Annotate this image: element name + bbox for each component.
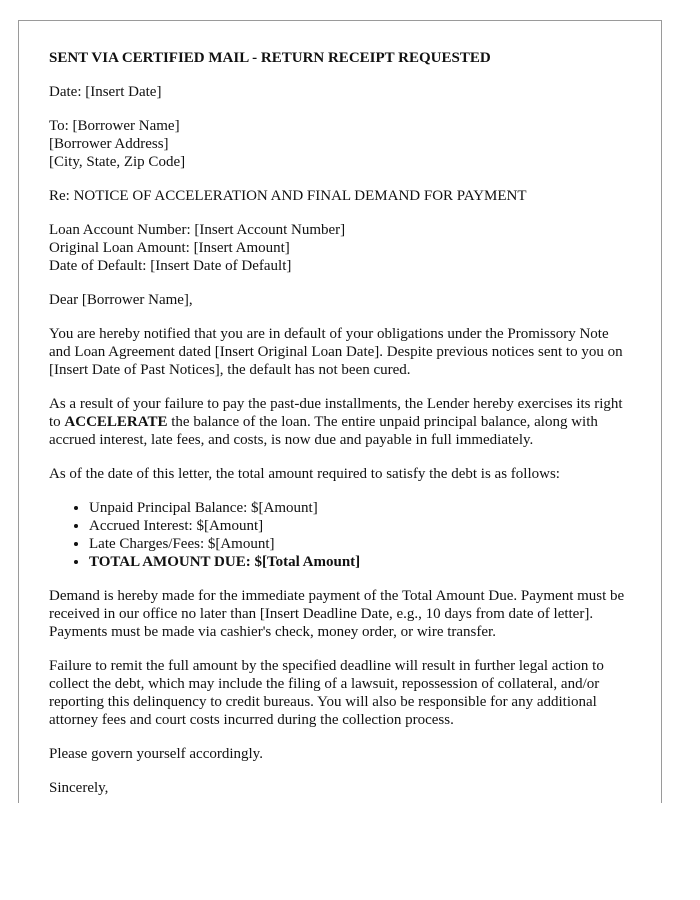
- recipient-name: To: [Borrower Name]: [49, 118, 180, 134]
- list-item-unpaid-principal: • Unpaid Principal Balance: $[Amount]: [89, 499, 633, 517]
- loan-account-details: [49, 221, 633, 275]
- amounts-list: [49, 499, 633, 571]
- amounts-intro-paragraph: As of the date of this letter, the total amount required to satisfy the debt is as follows:: [49, 466, 560, 482]
- date-line: Date: [Insert Date]: [49, 84, 162, 100]
- govern-paragraph: Please govern yourself accordingly.: [49, 746, 263, 762]
- letter-content: [19, 21, 661, 797]
- acceleration-paragraph: [49, 395, 633, 449]
- recipient-street: [Borrower Address]: [49, 136, 169, 152]
- certified-mail-header: SENT VIA CERTIFIED MAIL - RETURN RECEIPT REQUESTED: [49, 50, 491, 66]
- accelerate-emphasis: ACCELERATE: [64, 414, 168, 430]
- acceleration-text-after: the balance of the loan. The entire unpaid principal balance, along with accrued interest, late fees, and costs, is now due and payable in full immediately.: [49, 414, 598, 448]
- salutation: Dear [Borrower Name],: [49, 292, 193, 308]
- date-of-default: Date of Default: [Insert Date of Default]: [49, 258, 292, 274]
- recipient-city-state-zip: [City, State, Zip Code]: [49, 154, 186, 170]
- list-item-late-charges: • Late Charges/Fees: $[Amount]: [89, 535, 633, 553]
- original-loan-amount: Original Loan Amount: [Insert Amount]: [49, 240, 290, 256]
- failure-consequences-paragraph: Failure to remit the full amount by the specified deadline will result in further legal action to collect the debt, which may include the filing of a lawsuit, repossession of collateral, and/or reporting this delinquency to credit bureaus. You will also be responsible for any additional attorney fees and court costs incurred during the collection process.: [49, 658, 604, 728]
- default-notice-paragraph: You are hereby notified that you are in default of your obligations under the Promissory Note and Loan Agreement dated [Insert Original Loan Date]. Despite previous notices sent to you on [Insert Date of Past Notices], the default has not been cured.: [49, 326, 623, 378]
- subject-line: Re: NOTICE OF ACCELERATION AND FINAL DEMAND FOR PAYMENT: [49, 188, 527, 204]
- list-item-accrued-interest: • Accrued Interest: $[Amount]: [89, 517, 633, 535]
- demand-paragraph: Demand is hereby made for the immediate payment of the Total Amount Due. Payment must be received in our office no later than [Insert Deadline Date, e.g., 10 days from date of letter]. Payments must be made via cashier's check, money order, or wire transfer.: [49, 588, 625, 640]
- loan-account-number: Loan Account Number: [Insert Account Number]: [49, 222, 346, 238]
- recipient-address: [49, 117, 633, 171]
- acceleration-text-before: As a result of your failure to pay the past-due installments, the Lender hereby exercises its right to: [49, 396, 623, 430]
- list-item-total-amount-due: • TOTAL AMOUNT DUE: $[Total Amount]: [89, 553, 633, 571]
- closing-signoff: Sincerely,: [49, 780, 109, 796]
- letter-page: [18, 20, 662, 803]
